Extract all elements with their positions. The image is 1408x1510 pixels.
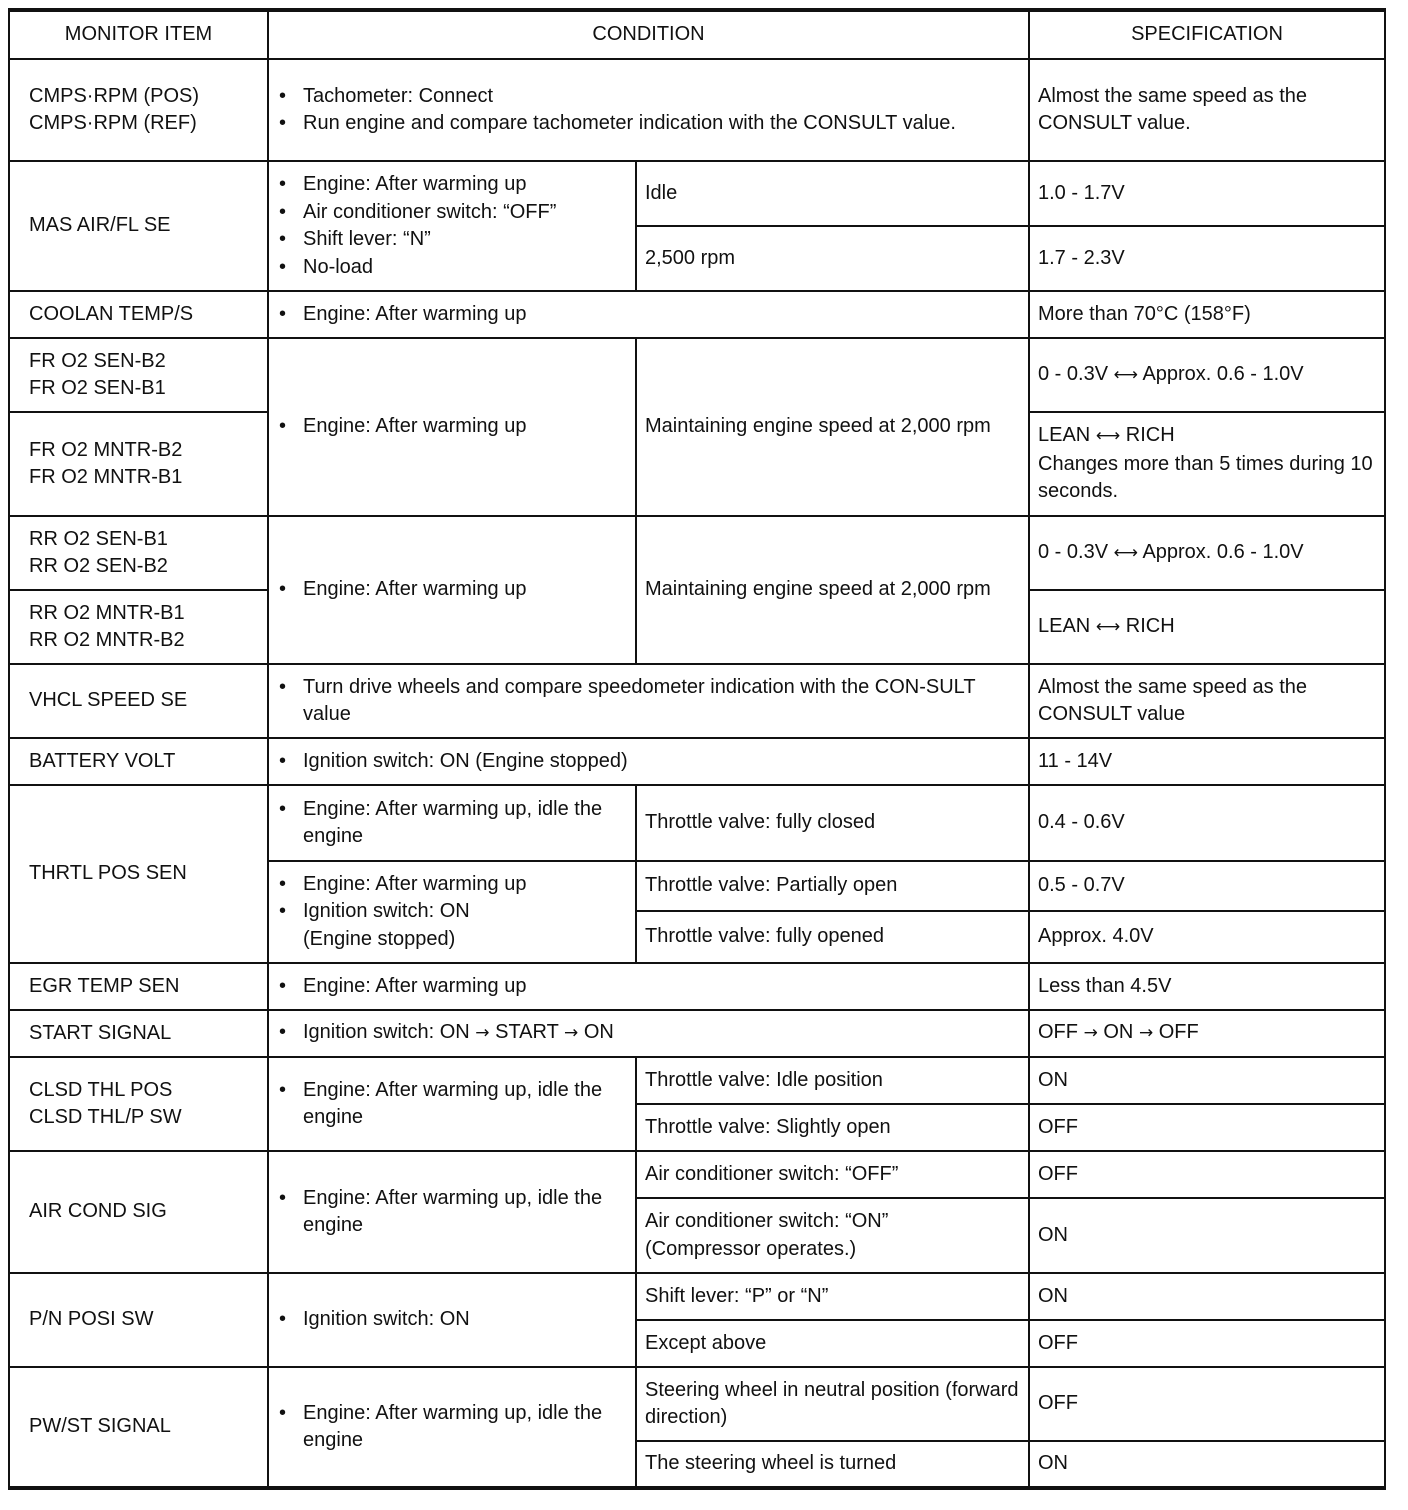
monitor-item: THRTL POS SEN [9, 785, 268, 963]
table-row [9, 1367, 1385, 1441]
condition-bullet: • Tachometer: Connect [277, 83, 1020, 111]
spec-step: ON [1103, 1021, 1134, 1044]
condition-cell [268, 664, 1029, 738]
table-row [9, 291, 1385, 338]
header-row [9, 10, 1385, 59]
condition-bullet: • Ignition switch: ON [277, 1306, 627, 1334]
sub-condition-cell: Maintaining engine speed at 2,000 rpm [636, 338, 1029, 516]
spec-note: Changes more than 5 times during 10 seconds. [1038, 452, 1373, 503]
consult-monitor-spec-page [8, 8, 1384, 1490]
spec-lean: LEAN [1038, 424, 1091, 447]
condition-cell [268, 861, 636, 963]
sub-condition-cell: 2,500 rpm [636, 226, 1029, 291]
monitor-item: FR O2 MNTR-B2 [29, 438, 183, 461]
spec-cell: OFF [1029, 1367, 1385, 1441]
condition-cell [268, 1010, 1029, 1057]
spec-cell: Less than 4.5V [1029, 963, 1385, 1010]
condition-cell [268, 1367, 636, 1488]
sub-condition-cell: Throttle valve: Idle position [636, 1057, 1029, 1104]
condition-cell [268, 1057, 636, 1151]
monitor-item-cell [9, 1057, 268, 1151]
monitor-item: EGR TEMP SEN [9, 963, 268, 1010]
condition-bullet: • Engine: After warming up [277, 576, 627, 604]
sub-condition-cell [636, 1198, 1029, 1273]
monitor-item: RR O2 MNTR-B2 [29, 629, 185, 651]
condition-step: Ignition switch: ON [303, 1021, 470, 1044]
spec-cell: Almost the same speed as the CONSULT value [1029, 664, 1385, 738]
spec-cell: 0.5 - 0.7V [1029, 861, 1385, 911]
table-row [9, 664, 1385, 738]
spec-cell: 0.4 - 0.6V [1029, 785, 1385, 861]
condition-cell [268, 1273, 636, 1367]
spec-cell: 1.7 - 2.3V [1029, 226, 1385, 291]
table-row [9, 59, 1385, 161]
condition-cell [268, 785, 636, 861]
monitor-item: P/N POSI SW [9, 1273, 268, 1367]
monitor-item: RR O2 SEN-B2 [29, 555, 168, 577]
condition-bullet: • Engine: After warming up, idle the engine [277, 796, 627, 851]
spec-cell: More than 70°C (158°F) [1029, 291, 1385, 338]
right-arrow-icon: → [475, 1023, 490, 1044]
condition-bullet: • Shift lever: “N” [277, 226, 627, 254]
spec-cell: ON [1029, 1273, 1385, 1320]
spec-cell [1029, 1010, 1385, 1057]
spec-cell [1029, 412, 1385, 516]
spec-cell: ON [1029, 1198, 1385, 1273]
right-arrow-icon: → [564, 1023, 579, 1044]
monitor-item: CMPS·RPM (REF) [29, 112, 197, 134]
spec-high: Approx. 0.6 - 1.0V [1142, 540, 1304, 563]
monitor-item: CLSD THL/P SW [29, 1106, 182, 1128]
condition-bullet: • Engine: After warming up [277, 171, 627, 199]
condition-bullet: • Run engine and compare tachometer indication with the CONSULT value. [277, 110, 1020, 138]
monitor-item: PW/ST SIGNAL [9, 1367, 268, 1488]
monitor-item: BATTERY VOLT [9, 738, 268, 785]
spec-cell: OFF [1029, 1151, 1385, 1198]
double-arrow-icon: ⟷ [1095, 426, 1121, 447]
condition-cell [268, 161, 636, 291]
condition-bullet: • Engine: After warming up, idle the engine [277, 1400, 627, 1455]
monitor-item-cell [9, 516, 268, 590]
monitor-item: RR O2 MNTR-B1 [29, 601, 185, 624]
condition-bullet: • Engine: After warming up [277, 871, 627, 899]
sub-condition-cell: Shift lever: “P” or “N” [636, 1273, 1029, 1320]
condition-cell [268, 1151, 636, 1273]
monitor-item-cell [9, 412, 268, 516]
spec-cell [1029, 590, 1385, 664]
table-row [9, 161, 1385, 226]
header-monitor-item: MONITOR ITEM [9, 10, 268, 59]
condition-bullet: • Engine: After warming up, idle the engine [277, 1185, 627, 1240]
condition-cell [268, 338, 636, 516]
condition-bullet: • Ignition switch: ON (Engine stopped) [277, 748, 1020, 776]
condition-continuation: (Engine stopped) [303, 927, 456, 950]
condition-bullet [277, 1019, 1020, 1048]
sub-condition-cell: Throttle valve: Slightly open [636, 1104, 1029, 1151]
condition-bullet: • No-load [277, 254, 627, 282]
spec-step: OFF [1038, 1021, 1078, 1044]
sub-condition-cell: The steering wheel is turned [636, 1441, 1029, 1488]
spec-low: 0 - 0.3V [1038, 362, 1109, 385]
condition-cell [268, 963, 1029, 1010]
table-row [9, 1010, 1385, 1057]
monitor-item: COOLAN TEMP/S [9, 291, 268, 338]
condition-cell [268, 738, 1029, 785]
condition-bullet: • Engine: After warming up [277, 413, 627, 441]
monitor-item: RR O2 SEN-B1 [29, 527, 168, 550]
monitor-item: FR O2 MNTR-B1 [29, 466, 183, 488]
spec-cell: Almost the same speed as the CONSULT value. [1029, 59, 1385, 161]
spec-lean: LEAN [1038, 614, 1091, 637]
condition-cell [268, 291, 1029, 338]
spec-low: 0 - 0.3V [1038, 540, 1109, 563]
monitor-item: MAS AIR/FL SE [9, 161, 268, 291]
spec-cell: 1.0 - 1.7V [1029, 161, 1385, 226]
header-specification: SPECIFICATION [1029, 10, 1385, 59]
sub-condition-cell: Steering wheel in neutral position (forward direction) [636, 1367, 1029, 1441]
condition-bullet: • Turn drive wheels and compare speedometer indication with the CON-SULT value [277, 674, 1020, 729]
spec-cell [1029, 338, 1385, 412]
sub-condition-cell: Maintaining engine speed at 2,000 rpm [636, 516, 1029, 664]
table-row [9, 338, 1385, 412]
double-arrow-icon: ⟷ [1113, 542, 1138, 563]
condition-bullet: • Ignition switch: ON [277, 898, 627, 926]
sub-condition-cell: Air conditioner switch: “OFF” [636, 1151, 1029, 1198]
sub-condition-cell: Except above [636, 1320, 1029, 1367]
monitor-item: CLSD THL POS [29, 1078, 173, 1101]
monitor-item: START SIGNAL [9, 1010, 268, 1057]
condition-bullet: • Engine: After warming up [277, 301, 1020, 329]
monitor-item: AIR COND SIG [9, 1151, 268, 1273]
sub-condition-cell: Throttle valve: Partially open [636, 861, 1029, 911]
table-row [9, 1151, 1385, 1198]
sub-condition-text: Air conditioner switch: “ON” [645, 1210, 889, 1232]
monitor-item-cell [9, 338, 268, 412]
right-arrow-icon: → [1138, 1023, 1154, 1044]
spec-step: OFF [1158, 1021, 1199, 1044]
spec-cell: ON [1029, 1441, 1385, 1488]
sub-condition-cell: Throttle valve: fully closed [636, 785, 1029, 861]
spec-cell: OFF [1029, 1320, 1385, 1367]
monitor-item: FR O2 SEN-B2 [29, 349, 166, 372]
double-arrow-icon: ⟷ [1113, 364, 1138, 385]
condition-bullet: • Engine: After warming up [277, 973, 1020, 1001]
monitor-item: FR O2 SEN-B1 [29, 377, 166, 399]
monitor-item: VHCL SPEED SE [9, 664, 268, 738]
condition-step: START [495, 1021, 559, 1044]
condition-step: ON [583, 1021, 614, 1044]
sub-condition-cell: Throttle valve: fully opened [636, 911, 1029, 963]
monitor-item-cell [9, 590, 268, 664]
monitor-item: CMPS·RPM (POS) [29, 84, 199, 107]
spec-cell: 11 - 14V [1029, 738, 1385, 785]
condition-bullet: • Engine: After warming up, idle the engine [277, 1077, 627, 1132]
spec-rich: RICH [1125, 424, 1175, 447]
table-row [9, 785, 1385, 861]
spec-cell: ON [1029, 1057, 1385, 1104]
spec-cell: OFF [1029, 1104, 1385, 1151]
spec-high: Approx. 0.6 - 1.0V [1142, 362, 1304, 385]
condition-cell [268, 59, 1029, 161]
table-row [9, 1057, 1385, 1104]
monitor-item-cell [9, 59, 268, 161]
table-row [9, 1273, 1385, 1320]
spec-cell [1029, 516, 1385, 590]
double-arrow-icon: ⟷ [1095, 616, 1121, 637]
condition-cell [268, 516, 636, 664]
spec-cell: Approx. 4.0V [1029, 911, 1385, 963]
table-row [9, 738, 1385, 785]
right-arrow-icon: → [1083, 1023, 1098, 1044]
spec-rich: RICH [1125, 614, 1175, 637]
sub-condition-cell: Idle [636, 161, 1029, 226]
condition-bullet: • Air conditioner switch: “OFF” [277, 199, 627, 227]
monitor-spec-table [8, 8, 1386, 1490]
table-row [9, 516, 1385, 590]
header-condition: CONDITION [268, 10, 1029, 59]
table-row [9, 963, 1385, 1010]
sub-condition-note: (Compressor operates.) [645, 1237, 857, 1260]
